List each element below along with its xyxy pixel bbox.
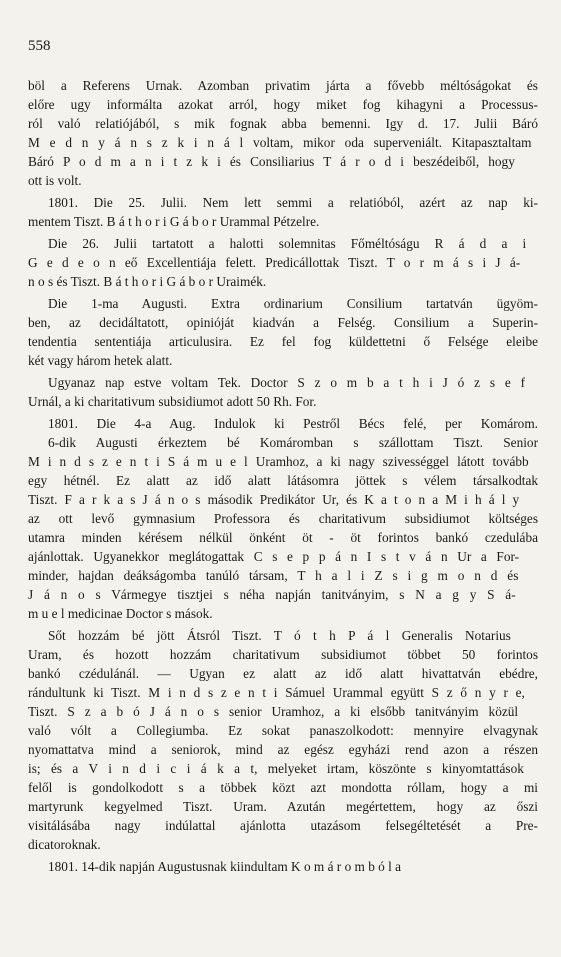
text-line: Sőt hozzám bé jött Átsról Tiszt. T ó t h P á l Generalis Notarius — [48, 628, 511, 643]
text-line: Ugyanaz nap estve voltam Tek. Doctor S z o m b a t h i J ó z s e f — [48, 375, 526, 390]
text-line: bankó czédulánál. — Ugyan ez alatt az idő alatt hivattatván ebédre, — [28, 666, 538, 681]
text-line: visitálásába nagy indúlattal ajánlotta utazásom felsegéltetését a Pre- — [28, 818, 538, 833]
text-line: ajánlottak. Ugyanekkor meglátogattak C s e p p á n I s t v á n Ur a For- — [28, 549, 520, 564]
text-line: ott is volt. — [28, 173, 82, 188]
page-number: 558 — [28, 38, 51, 54]
text-line: m u e l medicinae Doctor s mások. — [28, 606, 213, 621]
text-line: Tiszt. F a r k a s J á n o s második Predikátor Ur, és K a t o n a M i h á l y — [28, 492, 520, 507]
text-line: martyrunk kegyelmed Tiszt. Uram. Azután megértettem, hogy az őszi — [28, 799, 538, 814]
text-line: 1801. Die 4-a Aug. Indulok ki Pestről Bécs felé, per Komárom. — [48, 416, 538, 431]
text-line: rándultunk ki Tiszt. M i n d s z e n t i Sámuel Urammal együtt S z ő n y r e, — [28, 685, 525, 700]
text-line: Urnál, a ki charitativum subsidiumot adott 50 Rh. For. — [28, 394, 317, 409]
text-line: Tiszt. S z a b ó J á n o s senior Uramhoz, a ki elsőbb tanitványim közül — [28, 704, 519, 719]
text-line: egy hétnél. Ez alatt az idő alatt látásomra jöttek s vélem társalkodtak — [28, 473, 538, 488]
text-line: M i n d s z e n t i S á m u e l Uramhoz, a ki nagy szivességgel látott tovább — [28, 454, 529, 469]
text-line: felől is gondolkodott s a többek közt azt mondotta róllam, hogy a mi — [28, 780, 538, 795]
text-line: J á n o s Vármegye tisztjei s néha napján tanitványim, s N a g y S á- — [28, 587, 516, 602]
text-line: n o s és Tiszt. B á t h o r i G á b o r Uraimék. — [28, 274, 267, 289]
text-line: M e d n y á n s z k i n á l voltam, mikor oda superveniált. Kitapasztaltam — [28, 135, 532, 150]
text-line: az ott levő gymnasium Professora és charitativum subsidiumot költséges — [28, 511, 538, 526]
text-line: böl a Referens Urnak. Azomban privatim járta a fővebb méltóságokat és — [28, 78, 538, 93]
text-line: előre ugy informálta azokat arról, hogy miket fog kihagyni a Processus- — [28, 97, 538, 112]
text-line: 1801. Die 25. Julii. Nem lett semmi a relatióból, azért az nap ki- — [48, 195, 538, 210]
text-line: minder, hajdan deákságomba tanúló társam, T h a l i Z s i g m o n d és — [28, 568, 519, 583]
text-line: utamra minden kérésem nélkül önként öt - öt forintos bankó czedulába — [28, 530, 538, 545]
text-line: Die 26. Julii tartatott a halotti solemnitas Főméltóságu R á d a i — [48, 236, 527, 251]
text-line: 6-dik Augusti érkeztem bé Komáromban s szállottam Tiszt. Senior — [48, 435, 538, 450]
text-line: ról való relatiójából, s mik fognak abba bemenni. Igy d. 17. Julii Báró — [28, 116, 538, 131]
body-text — [28, 76, 538, 876]
text-line: tendentia sententiája articulusira. Ez fel fog küldettetni ő Felsége eleibe — [28, 334, 538, 349]
text-line: két vagy három hetek alatt. — [28, 353, 173, 368]
text-line: való vólt a Collegiumba. Ez sokat panaszolkodott: mennyire elvagynak — [28, 723, 538, 738]
text-line: 1801. 14-dik napján Augustusnak kiindultam K o m á r o m b ó l a — [48, 859, 402, 874]
text-line: dicatoroknak. — [28, 837, 101, 852]
text-line: Báró P o d m a n i t z k i és Consiliarius T á r o d i beszédeiből, hogy — [28, 154, 515, 169]
text-line: mentem Tiszt. B á t h o r i G á b o r Urammal Pétzelre. — [28, 214, 320, 229]
text-line: Die 1-ma Augusti. Extra ordinarium Consilium tartatván ügyöm- — [48, 296, 538, 311]
text-line: Uram, és hozott hozzám charitativum subsidiumot többet 50 forintos — [28, 647, 538, 662]
text-line: is; és a V i n d i c i á k a t, melyeket irtam, köszönte s kinyomtattások — [28, 761, 524, 776]
text-line: ben, az decidáltatott, opinióját kiadván a Felség. Consilium a Superin- — [28, 315, 538, 330]
text-line: G e d e o n eő Excellentiája felett. Predicállottak Tiszt. T o r m á s i J á- — [28, 255, 521, 270]
text-line: nyomattatva mind a seniorok, mind az egész egyházi rend azon a részen — [28, 742, 538, 757]
